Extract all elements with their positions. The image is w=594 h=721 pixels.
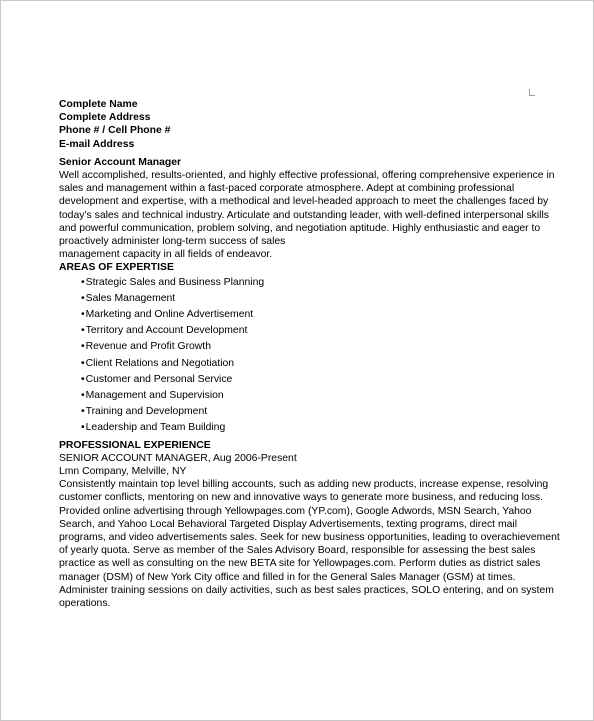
expertise-item: • Management and Supervision [59, 388, 539, 404]
expertise-item: • Revenue and Profit Growth [59, 339, 539, 355]
experience-line: operations. [59, 597, 111, 609]
experience-line: practice as well as consulting on the new BETA site for Yellowpages.com. Perform duties as district sales [59, 558, 541, 570]
expertise-item: • Territory and Account Development [59, 323, 539, 339]
expertise-section [59, 261, 539, 436]
company-line: Lmn Company, Melville, NY [59, 465, 187, 477]
experience-line: Consistently maintain top level billing accounts, such as adding new products, increase expense, resolving [59, 479, 549, 491]
experience-line: customer conflicts, mentoring on new and innovative ways to generate more business, and reducing loss. [59, 492, 544, 504]
experience-line: of yearly quota. Serve as member of the Sales Advisory Board, responsible for assessing the best sales [59, 545, 536, 557]
experience-line: Search, and Yahoo Local Behavioral Targeted Display Advertisements, texting programs, direct mail [59, 518, 518, 530]
expertise-item: • Customer and Personal Service [59, 372, 539, 388]
expertise-item: • Sales Management [59, 291, 539, 307]
summary-line: today’s sales and technical industry. Articulate and outstanding leader, with well-defined interpersonal skills [59, 209, 549, 221]
job-title: SENIOR ACCOUNT MANAGER, Aug 2006-Present [59, 452, 297, 464]
summary-line: sales and management within a fast-paced corporate atmosphere. Adept at combining professional [59, 183, 515, 195]
experience-line: Provided online advertising through Yellowpages.com (YP.com), Google Adwords, MSN Search, Yahoo [59, 505, 532, 517]
experience-line: manager (DSM) of New York City office and filled in for the General Sales Manager (GSM) at times. [59, 571, 516, 583]
experience-heading: PROFESSIONAL EXPERIENCE [59, 439, 211, 451]
contact-name: Complete Name [59, 99, 138, 110]
summary-line: development and expertise, with a methodical and level-headed approach to meet the challenges faced by [59, 196, 549, 208]
summary-heading: Senior Account Manager [59, 156, 182, 168]
contact-email: E-mail Address [59, 138, 135, 150]
contact-phone: Phone # / Cell Phone # [59, 125, 171, 137]
expertise-list [59, 275, 539, 437]
expertise-item: • Training and Development [59, 404, 539, 420]
summary-line: Well accomplished, results-oriented, and highly effective professional, offering comprehensive experience in [59, 170, 555, 182]
margin-corner-mark [529, 89, 535, 96]
experience-line: programs, and video advertisements sales. Seek for new business opportunities, leading to overachievement [59, 531, 560, 543]
expertise-item: • Strategic Sales and Business Planning [59, 275, 539, 291]
expertise-item: • Leadership and Team Building [59, 420, 539, 436]
summary-line: proactively administer long-term success of sales [59, 236, 286, 248]
summary-line: management capacity in all fields of endeavor. [59, 249, 273, 261]
expertise-heading: AREAS OF EXPERTISE [59, 262, 174, 274]
experience-line: Administer training sessions on daily activities, such as best sales practices, SOLO entering, and on system [59, 584, 554, 596]
summary-section [59, 156, 555, 262]
contact-block [59, 98, 539, 151]
resume-content [59, 98, 560, 610]
expertise-item: • Marketing and Online Advertisement [59, 307, 539, 323]
contact-address: Complete Address [59, 112, 151, 124]
summary-line: and powerful communication, problem solving, and negotiation aptitude. Highly enthusiastic and eager to [59, 222, 541, 234]
experience-section [59, 439, 560, 611]
expertise-item: • Client Relations and Negotiation [59, 356, 539, 372]
